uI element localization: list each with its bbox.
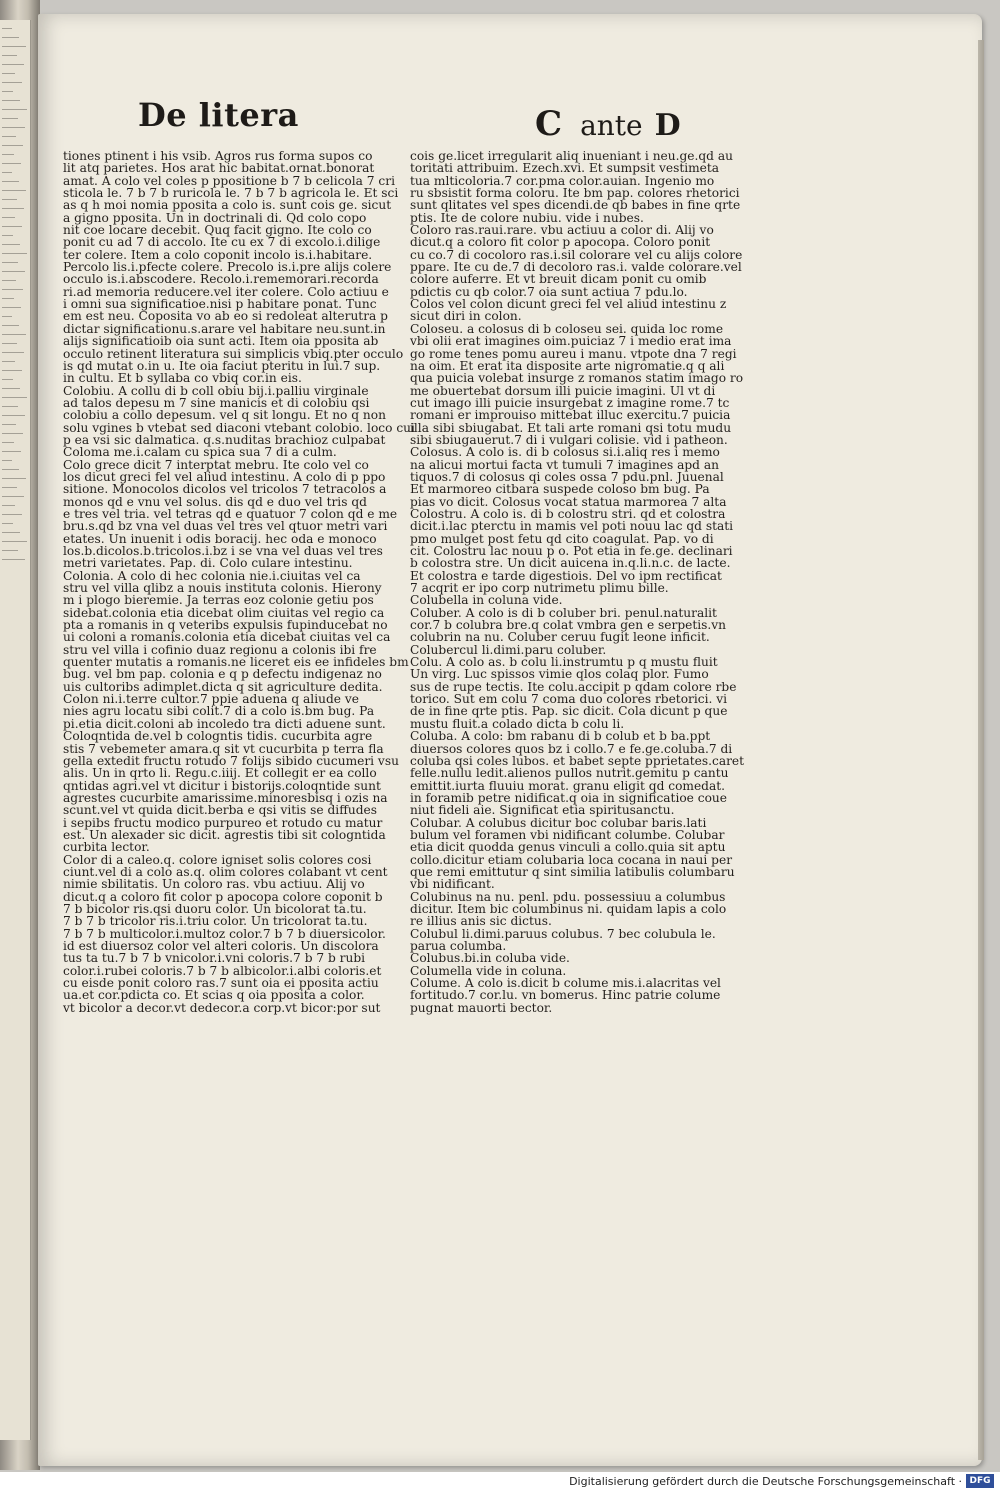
text-line: sicut diri in colon.	[410, 309, 522, 324]
text-line: dicut.q a coloro fit color p apocopa colore coponit b	[63, 889, 383, 904]
text-line: tiones ptinent i his vsib. Agros rus forma supos co	[63, 149, 373, 163]
facing-page-line	[2, 370, 22, 371]
text-line: Colo grece dicit 7 interptat mebru. Ite colo vel co	[63, 457, 369, 472]
text-line: Colostru. A colo is. di b colostru stri. qd et colostra	[410, 506, 726, 521]
text-line: etates. Un inuenit i odis boracij. hec oda e monoco	[63, 531, 377, 546]
text-line: Colubercul li.dimi.paru coluber.	[410, 642, 607, 657]
facing-page-line	[2, 127, 25, 128]
text-line: tiquos.7 di colosus qi coles ossa 7 pdu.pnl. Juuenal	[410, 469, 724, 484]
page-stack-edge	[978, 40, 984, 1460]
facing-page-line	[2, 28, 12, 29]
text-line: que remi emittutur q sint similia latibulis columbaru	[410, 864, 735, 879]
text-line: Coloqntida de.vel b cologntis tidis. cucurbita agre	[63, 729, 373, 744]
facing-page-line	[2, 289, 23, 290]
text-line: ptis. Ite de colore nubiu. vide i nubes.	[410, 210, 644, 225]
facing-page-line	[2, 154, 14, 155]
text-line: colubrin na nu. Coluber ceruu fugit leone inficit.	[410, 630, 710, 645]
text-line: diuersos colores quos bz i collo.7 e fe.ge.coluba.7 di	[410, 741, 733, 756]
text-line: nimie sbilitatis. Un coloro ras. vbu actiuu. Alij vo	[63, 877, 365, 892]
text-line: romani er improuiso mittebat illuc exercitu.7 puicia	[410, 408, 731, 423]
facing-page-line	[2, 109, 27, 110]
running-head-left: De litera	[138, 96, 299, 134]
text-line: Et colostra e tarde digestiois. Del vo ipm rectificat	[410, 568, 722, 583]
text-line: ri.ad memoria reducere.vel iter colere. Colo actiuu e	[63, 284, 389, 299]
text-column-left	[63, 149, 415, 1015]
text-line: pugnat mauorti bector.	[410, 1000, 553, 1015]
text-line: Colubinus na nu. penl. pdu. possessiuu a columbus	[410, 889, 726, 904]
facing-page-line	[2, 91, 13, 92]
text-line: etia dicit quodda genus vinculi a collo.quia sit aptu	[410, 840, 726, 855]
text-line: sticola le. 7 b 7 b ruricola le. 7 b 7 b agricola le. Et sci	[63, 186, 399, 201]
text-line: sibi sbiugauerut.7 di i vulgari colisie. vid i patheon.	[410, 432, 728, 447]
text-line: Columella vide in coluna.	[410, 963, 567, 978]
text-line: stru vel villa qlibz a nouis instituta colonis. Hierony	[63, 581, 382, 596]
facing-page-line	[2, 550, 18, 551]
text-line: Coloro ras.raui.rare. vbu actiuu a color di. Alij vo	[410, 223, 714, 238]
facing-page-line	[2, 469, 19, 470]
text-line: ter colere. Item a colo coponit incolo is.i.habitare.	[63, 247, 373, 262]
running-head-word: ante	[580, 109, 643, 142]
text-line: collo.dicitur etiam colubaria loca cocana in naui per	[410, 852, 733, 867]
text-line: Percolo lis.i.pfecte colere. Precolo is.i.pre alijs colere	[63, 260, 392, 275]
facing-page-line	[2, 199, 17, 200]
text-line: Colonia. A colo di hec colonia nie.i.ciuitas vel ca	[63, 568, 361, 583]
facing-page-line	[2, 298, 14, 299]
text-line: dicit.i.lac pterctu in mamis vel poti nouu lac qd stati	[410, 519, 734, 534]
text-line: Coluba. A colo: bm rabanu di b colub et b ba.ppt	[410, 729, 711, 744]
text-line: cu eisde ponit coloro ras.7 sunt oia ei pposita actiu	[63, 976, 379, 991]
dfg-logo: DFG	[966, 1474, 994, 1488]
text-line: amat. A colo vel coles p ppositione b 7 b celicola 7 cri	[63, 173, 395, 188]
text-line: dicut.q a coloro fit color p apocopa. Coloro ponit	[410, 235, 711, 250]
text-line: coluba qsi coles lubos. et babet septe pprietates.caret	[410, 753, 745, 768]
facing-page-line	[2, 559, 25, 560]
text-line: qua puicia volebat insurge z romanos statim imago ro	[410, 371, 744, 386]
text-line: as q h moi nomia pposita a colo is. sunt cois ge. sicut	[63, 198, 392, 213]
text-line: felle.nullu ledit.alienos pullos nutrit.gemitu p cantu	[410, 766, 729, 781]
text-line: uis cultoribs adimplet.dicta q sit agriculture dedita.	[63, 679, 383, 694]
facing-page-line	[2, 217, 15, 218]
facing-page-line	[2, 280, 16, 281]
text-line: Coluber. A colo is di b coluber bri. penul.naturalit	[410, 605, 717, 620]
facing-page-line	[2, 235, 13, 236]
text-line: vbi nidificant.	[410, 877, 495, 892]
text-line: ru sbsistit forma coloru. Ite bm pap. colores rhetorici	[410, 186, 740, 201]
text-line: colobiu a collo depesum. vel q sit longu. Et no q non	[63, 408, 386, 423]
text-line: cois ge.licet irregularit aliq inueniant i neu.ge.qd au	[410, 149, 733, 163]
facing-page-line	[2, 514, 22, 515]
facing-page-line	[2, 505, 15, 506]
text-line: fortitudo.7 cor.lu. vn bomerus. Hinc patrie colume	[410, 988, 721, 1003]
text-line: bru.s.qd bz vna vel duas vel tres vel qtuor metri vari	[63, 519, 388, 534]
text-line: occulo retinent literatura sui simplicis vbiq.pter occulo	[63, 346, 404, 361]
text-line: gella extedit fructu rotudo 7 folijs sibido cucumeri vsu	[63, 753, 399, 768]
facing-page-line	[2, 334, 26, 335]
text-line: cit. Colostru lac nouu p o. Pot etia in fe.ge. declinari	[410, 544, 733, 558]
text-line: p ea vsi sic dalmatica. q.s.nuditas brachioz culpabat	[63, 432, 386, 447]
facing-page-edge	[0, 20, 31, 1440]
text-line: alijs significatioib oia sunt acti. Item oia pposita ab	[63, 334, 379, 349]
text-line: Colubul li.dimi.paruus colubus. 7 bec colubula le.	[410, 926, 716, 941]
text-line: scunt.vel vt quida dicit.berba e qsi vitis se diffudes	[63, 803, 377, 818]
facing-page-line	[2, 73, 15, 74]
text-line: nit coe locare decebit. Quq facit gigno. Ite colo co	[63, 223, 372, 238]
text-line: b colostra stre. Un dicit auicena in.q.li.n.c. de lacte.	[410, 556, 731, 571]
text-line: na oim. Et erat ita disposite arte nigromatie.q q ali	[410, 358, 725, 373]
facing-page-line	[2, 397, 27, 398]
facing-page-line	[2, 136, 16, 137]
text-line: bug. vel bm pap. colonia e q p defectu indigenaz no	[63, 667, 382, 682]
text-line: pi.etia dicit.coloni ab incoledo tra dicti aduene sunt.	[63, 716, 386, 731]
text-line: i omni sua significatioe.nisi p habitare ponat. Tunc	[63, 297, 377, 312]
facing-page-line	[2, 226, 22, 227]
text-line: ua.et cor.pdicta co. Et scias q oia pposita a color.	[63, 988, 365, 1003]
facing-page-line	[2, 442, 14, 443]
facing-page-line	[2, 523, 13, 524]
text-line: Et marmoreo citbara suspede coloso bm bug. Pa	[410, 482, 710, 497]
text-line: pta a romanis in q veteribs expulsis fupinducebat no	[63, 618, 388, 633]
text-line: m i plogo bieremie. Ja terras eoz colonie getiu pos	[63, 593, 374, 608]
text-line: cu co.7 di cocoloro ras.i.sil colorare vel cu alijs colore	[410, 247, 743, 262]
text-line: cut imago illi puicie insurgebat z imagine rome.7 tc	[410, 395, 730, 410]
text-line: mustu fluit.a colado dicta b colu li.	[410, 716, 625, 731]
facing-page-line	[2, 100, 20, 101]
text-line: em est neu. Coposita vo ab eo si redoleat alterutra p	[63, 309, 388, 324]
text-line: Colu. A colo as. b colu li.instrumtu p q mustu fluit	[410, 655, 718, 670]
facing-page-line	[2, 451, 21, 452]
text-line: Colubus.bi.in coluba vide.	[410, 951, 570, 966]
text-line: vbi olii erat imagines oim.puiciaz 7 i medio erat ima	[410, 334, 732, 349]
text-line: Colubar. A colubus dicitur boc colubar baris.lati	[410, 815, 707, 830]
facing-page-line	[2, 433, 23, 434]
text-line: pias vo dicit. Colosus vocat statua marmorea 7 alta	[410, 494, 727, 509]
facing-page-line	[2, 208, 24, 209]
text-line: Un virg. Luc spissos vimie qlos colaq plor. Fumo	[410, 667, 709, 682]
facing-page-line	[2, 82, 22, 83]
facing-page-line	[2, 46, 26, 47]
text-line: de in fine qrte ptis. Pap. sic dicit. Cola dicunt p que	[410, 704, 728, 719]
facing-page-line	[2, 253, 27, 254]
facing-page-line	[2, 55, 17, 56]
text-line: ponit cu ad 7 di accolo. Ite cu ex 7 di excolo.i.dilige	[63, 235, 381, 250]
text-line: ad talos depesu m 7 sine manicis et di colobiu qsi	[63, 395, 370, 410]
text-line: alis. Un in qrto li. Regu.c.iiij. Et collegit er ea collo	[63, 766, 377, 781]
text-line: i sepibs fructu modico purpureo et rotudo cu matur	[63, 815, 383, 830]
text-line: na alicui mortui facta vt tumuli 7 imagines apd an	[410, 457, 719, 472]
text-line: illa sibi sbiugabat. Et tali arte romani qsi totu mudu	[410, 420, 732, 435]
facing-page-line	[2, 307, 21, 308]
facing-page-line	[2, 541, 27, 542]
facing-page-line	[2, 478, 26, 479]
facing-page-line	[2, 406, 18, 407]
text-line: 7 b 7 b tricolor ris.i.triu color. Un tricolorat ta.tu.	[63, 914, 368, 929]
text-line: 7 b 7 b multicolor.i.multoz color.7 b 7 b diuersicolor.	[63, 926, 386, 941]
text-line: quenter mutatis a romanis.ne liceret eis ee infideles bm	[63, 655, 409, 670]
facing-page-line	[2, 163, 21, 164]
text-line: Colume. A colo is.dicit b colume mis.i.alacritas vel	[410, 976, 721, 991]
facing-page-line	[2, 415, 25, 416]
text-line: is qd mutat o.in u. Ite oia faciut pteritu in lui.7 sup.	[63, 358, 381, 373]
text-line: occulo is.i.abscodere. Recolo.i.rememorari.recorda	[63, 272, 379, 287]
text-line: Colon ni.i.terre cultor.7 ppie aduena q aliude ve	[63, 692, 359, 707]
text-line: los dicut greci fel vel aliud intestinu. A colo di p ppo	[63, 469, 386, 484]
facing-page-line	[2, 316, 12, 317]
text-line: ppare. Ite cu de.7 di decoloro ras.i. valde colorare.vel	[410, 260, 742, 275]
text-line: solu vgines b vtebat sed diaconi vtebant colobio. loco cui	[63, 420, 415, 435]
text-line: torico. Sut em colu 7 coma duo colores rbetorici. vi	[410, 692, 728, 707]
facing-page-line	[2, 190, 26, 191]
facing-page-line	[2, 64, 24, 65]
facing-page-line	[2, 460, 12, 461]
facing-page-line	[2, 532, 20, 533]
facing-page-line	[2, 361, 15, 362]
text-line: colore auferre. Et vt breuit dicam ponit cu omib	[410, 272, 707, 287]
facing-page-line	[2, 496, 24, 497]
text-line: ciunt.vel di a colo as.q. olim colores colabant vt cent	[63, 864, 388, 879]
text-line: niut fideli aie. Significat etia spiritusanctu.	[410, 803, 675, 818]
text-line: qntidas agri.vel vt dicitur i bistorijs.coloqntide sunt	[63, 778, 381, 793]
text-line: Colobiu. A collu di b coll obiu bij.i.palliu virginale	[63, 383, 369, 398]
text-line: metri varietates. Pap. di. Colo culare intestinu.	[63, 556, 353, 571]
text-line: monos qd e vnu vel solus. dis qd e duo vel tris qd	[63, 494, 367, 509]
text-line: re illius anis sic dictus.	[410, 914, 552, 929]
text-line: tua mlticoloria.7 cor.pma color.auian. Ingenio mo	[410, 173, 715, 188]
running-head-initial: C	[535, 104, 563, 144]
text-line: me obuertebat dorsum illi puicie imagini. Ul vt di	[410, 383, 716, 398]
text-line: sunt qlitates vel spes dicendi.de qb babes in fine qrte	[410, 198, 741, 213]
facing-page-line	[2, 343, 17, 344]
text-line: Color di a caleo.q. colore igniset solis colores cosi	[63, 852, 372, 867]
text-line: dicitur. Item bic columbinus ni. quidam lapis a colo	[410, 901, 727, 916]
facing-page-line	[2, 262, 18, 263]
facing-page-line	[2, 352, 24, 353]
text-line: emittit.iurta fluuiu morat. granu eligit qd comedat.	[410, 778, 726, 793]
text-line: 7 acqrit er ipo corp nutrimetu plimu bille.	[410, 581, 669, 596]
text-line: curbita lector.	[63, 840, 150, 855]
text-line: in cultu. Et b syllaba co vbiq cor.in eis.	[63, 371, 302, 386]
text-line: Colosus. A colo is. di b colosus si.i.aliq res i memo	[410, 445, 720, 460]
text-line: a gigno pposita. Un in doctrinali di. Qd colo copo	[63, 210, 367, 225]
facing-page-line	[2, 325, 19, 326]
facing-page-line	[2, 244, 20, 245]
text-line: est. Un alexader sic dicit. agrestis tibi sit cologntida	[63, 827, 386, 842]
text-line: go rome tenes pomu aureu i manu. vtpote dna 7 regi	[410, 346, 737, 361]
text-line: parua columba.	[410, 939, 507, 953]
text-line: pmo mulget post fetu qd cito coagulat. Pap. vo di	[410, 531, 714, 546]
text-line: 7 b bicolor ris.qsi duoru color. Un bicolorat ta.tu.	[63, 901, 367, 916]
text-line: vt bicolor a decor.vt dedecor.a corp.vt bicor:por sut	[63, 1000, 381, 1015]
text-line: stis 7 vebemeter amara.q sit vt cucurbita p terra fla	[63, 741, 384, 756]
facing-page-line	[2, 145, 23, 146]
text-line: in foramib petre nidificat.q oia in significatioe coue	[410, 790, 727, 805]
text-line: sitione. Monocolos dicolos vel tricolos 7 tetracolos a	[63, 482, 387, 497]
text-line: Colubella in coluna vide.	[410, 593, 563, 608]
facing-page-line	[2, 379, 13, 380]
text-line: agrestes cucurbite amarissime.minoresbisq i ozis na	[63, 790, 388, 805]
text-line: bulum vel foramen vbi nidificant columbe. Colubar	[410, 827, 725, 842]
text-line: nies agru locatu sibi colit.7 di a colo is.bm bug. Pa	[63, 704, 375, 719]
text-line: toritati attribuim. Ezech.xvi. Et sumpsit vestimeta	[410, 161, 720, 176]
facing-page-line	[2, 118, 18, 119]
text-line: ui coloni a romanis.colonia etia dicebat ciuitas vel ca	[63, 630, 391, 645]
text-line: stru vel villa i cofinio duaz regionu a colonis ibi fre	[63, 642, 377, 657]
facing-page-line	[2, 37, 19, 38]
text-line: sidebat.colonia etia dicebat olim ciuitas vel regio ca	[63, 605, 385, 620]
text-line: sus de rupe tectis. Ite colu.accipit p qdam colore rbe	[410, 679, 737, 694]
text-line: tus ta tu.7 b 7 b vnicolor.i.vni coloris.7 b 7 b rubi	[63, 951, 366, 966]
text-line: pdictis cu qb color.7 oia sunt actiua 7 pdu.lo.	[410, 284, 688, 299]
text-line: lit atq parietes. Hos arat hic babitat.ornat.bonorat	[63, 161, 375, 176]
text-line: cor.7 b colubra bre.q colat vmbra gen e serpetis.vn	[410, 618, 726, 633]
facing-page-line	[2, 181, 19, 182]
text-line: e tres vel tria. vel tetras qd e quatuor 7 colon qd e me	[63, 506, 398, 521]
facing-page-line	[2, 424, 16, 425]
running-head-right	[535, 104, 681, 144]
text-line: dictar significationu.s.arare vel habitare neu.sunt.in	[63, 321, 386, 336]
text-line: color.i.rubei coloris.7 b 7 b albicolor.i.albi coloris.et	[63, 963, 382, 978]
text-line: Coloseu. a colosus di b coloseu sei. quida loc rome	[410, 321, 724, 336]
text-line: Coloma me.i.calam cu spica sua 7 di a culm.	[63, 445, 337, 460]
facing-page-line	[2, 487, 17, 488]
digitization-credit: Digitalisierung gefördert durch die Deutsche Forschungsgemeinschaft ·	[569, 1475, 962, 1488]
text-line: los.b.dicolos.b.tricolos.i.bz i se vna vel duas vel tres	[63, 544, 383, 558]
facing-page-line	[2, 388, 20, 389]
text-column-right	[410, 149, 745, 1015]
running-head-trail: D	[654, 108, 681, 143]
facing-page-line	[2, 172, 12, 173]
facing-page-line	[2, 271, 25, 272]
text-line: id est diuersoz color vel alteri coloris. Un discolora	[63, 939, 379, 953]
text-line: Colos vel colon dicunt greci fel vel aliud intestinu z	[410, 297, 727, 312]
